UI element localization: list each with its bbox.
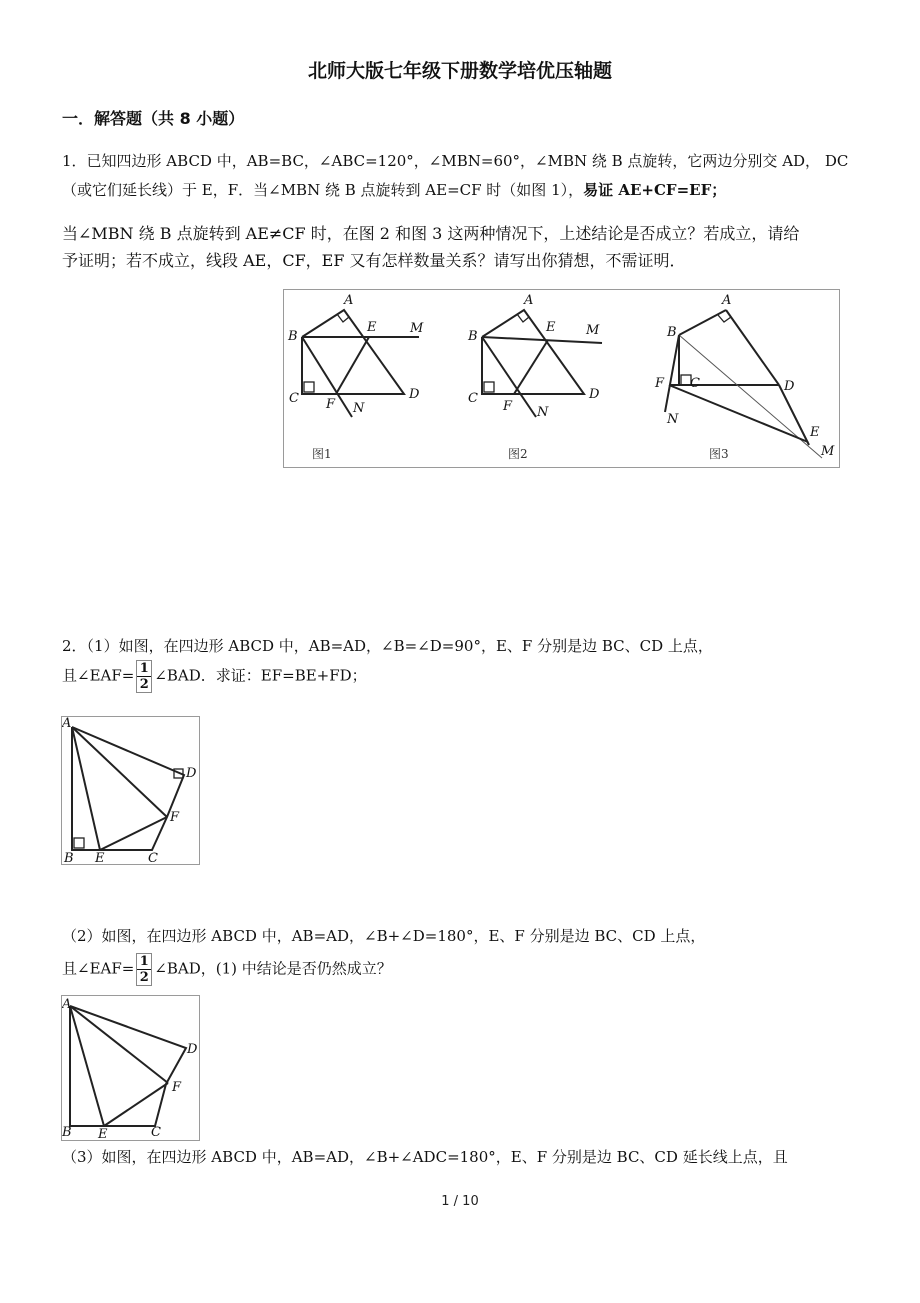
fig5-label-c: C — [151, 1125, 161, 1140]
fig3-side-ba — [679, 310, 726, 335]
fig5-label-a: A — [62, 997, 72, 1012]
fig1-label-b: B — [288, 329, 298, 344]
fig1-label-d: D — [409, 387, 420, 402]
fig1-quad — [302, 310, 404, 394]
fig2-label-c: C — [468, 391, 478, 406]
fig3-right-angle-a — [718, 315, 731, 322]
fig5-label-d: D — [187, 1042, 198, 1057]
problem2-part3-line1: （3）如图，在四边形 ABCD 中，AB=AD，∠B+∠ADC=180°，E、F 分别是边 BC、CD 延长线上点，且 — [62, 1148, 788, 1166]
fig5-segment-ef — [104, 1083, 168, 1126]
fraction-denominator: 2 — [139, 677, 149, 692]
problem2-part1-figure — [61, 716, 200, 865]
problem2-part1-line1: 2．（1）如图，在四边形 ABCD 中，AB=AD，∠B=∠D=90°，E、F 分别是边 BC、CD 上点， — [62, 637, 713, 655]
fig2-label-n: N — [537, 405, 549, 420]
problem2-part2-line2 — [62, 953, 392, 986]
fig3-label-n: N — [667, 412, 679, 427]
fig3-label-a: A — [722, 293, 732, 308]
fraction-denominator: 2 — [139, 970, 149, 985]
problem2-part1-figure-svg — [62, 717, 199, 864]
fig4-label-b: B — [64, 851, 74, 864]
fig2-segment-ef — [514, 340, 548, 394]
fig1-right-angle-c — [304, 382, 314, 392]
fig1-label-m: M — [410, 321, 424, 336]
problem1-line3: 当∠MBN 绕 B 点旋转到 AE≠CF 时，在图 2 和图 3 这两种情况下，上述结论是否成立？若成立，请给 — [62, 224, 800, 243]
fig4-label-d: D — [186, 766, 197, 781]
fig3-label-d: D — [784, 379, 795, 394]
fig2-label-d: D — [589, 387, 600, 402]
problem1-line2 — [62, 180, 726, 200]
problem2-part2-line1: （2）如图，在四边形 ABCD 中，AB=AD，∠B+∠D=180°，E、F 分别是边 BC、CD 上点， — [62, 927, 706, 945]
fig3-label-f: F — [655, 376, 665, 391]
problem2-part2-figure — [61, 995, 200, 1141]
fig3-side-ad — [726, 310, 779, 385]
fig4-segment-ef — [100, 817, 167, 850]
fig2-label-m: M — [586, 323, 600, 338]
problem2-part1-line2 — [62, 660, 367, 693]
fig3-ray-bn — [665, 335, 679, 412]
fig3-label-e: E — [810, 425, 820, 440]
fig3-label-m: M — [821, 444, 835, 459]
problem1-figures — [283, 289, 840, 468]
fig5-segment-af — [70, 1006, 168, 1083]
fig3-caption: 图3 — [709, 447, 729, 461]
fig1-label-e: E — [367, 320, 377, 335]
fig1-label-c: C — [289, 391, 299, 406]
fig1-label-n: N — [353, 401, 365, 416]
fig1-segment-ef — [336, 337, 369, 394]
fig2-label-b: B — [468, 329, 478, 344]
fraction-numerator: 1 — [137, 661, 151, 677]
problem2-part2-line2-post: ∠BAD，(1) 中结论是否仍然成立？ — [154, 959, 392, 978]
problem1-figures-svg — [284, 290, 839, 467]
fig4-label-a: A — [62, 717, 72, 731]
fig2-right-angle-c — [484, 382, 494, 392]
fig5-label-b: B — [62, 1125, 72, 1140]
fig1-label-a: A — [344, 293, 354, 308]
page-number: 1 / 10 — [441, 1194, 479, 1209]
fig4-segment-ae — [72, 727, 100, 850]
fig1-label-f: F — [326, 397, 336, 412]
fig4-label-f: F — [170, 810, 180, 825]
fig2-ray-bm — [482, 337, 602, 343]
fig4-right-angle-b — [74, 838, 84, 848]
fig4-quad — [72, 727, 184, 850]
fig3-label-b: B — [667, 325, 677, 340]
document-title: 北师大版七年级下册数学培优压轴题 — [307, 60, 612, 82]
problem2-part1-line2-pre: 且∠EAF= — [62, 666, 135, 685]
fig2-quad — [482, 310, 584, 394]
problem2-part2-line2-pre: 且∠EAF= — [62, 959, 135, 978]
fig1-caption: 图1 — [312, 447, 332, 461]
fig2-label-a: A — [524, 293, 534, 308]
problem1-line2-conclusion: 易证 AE+CF=EF； — [583, 181, 727, 199]
fig3-label-c: C — [690, 376, 700, 391]
problem2-part2-figure-svg — [62, 996, 199, 1140]
problem1-line1: 1．已知四边形 ABCD 中，AB=BC，∠ABC=120°，∠MBN=60°，∠MBN 绕 B 点旋转，它两边分别交 AD， DC — [62, 152, 849, 170]
fig4-label-c: C — [148, 851, 158, 864]
fig2-caption: 图2 — [508, 447, 528, 461]
fig5-segment-ae — [70, 1006, 104, 1126]
fig2-label-e: E — [546, 320, 556, 335]
fraction-one-half — [136, 660, 152, 693]
fig4-label-e: E — [95, 851, 105, 864]
problem2-part1-line2-post: ∠BAD．求证：EF=BE+FD； — [154, 666, 367, 685]
problem1-line4: 予证明；若不成立，线段 AE，CF，EF 又有怎样数量关系？请写出你猜想，不需证明． — [62, 251, 686, 270]
fraction-numerator: 1 — [137, 954, 151, 970]
fig5-label-f: F — [172, 1080, 182, 1095]
fig2-label-f: F — [503, 399, 513, 414]
fig4-segment-af — [72, 727, 167, 817]
section-heading: 一．解答题（共 8 小题） — [62, 109, 245, 128]
problem1-line2-text: （或它们延长线）于 E，F．当∠MBN 绕 B 点旋转到 AE=CF 时（如图 1）， — [62, 181, 584, 199]
fraction-one-half — [136, 953, 152, 986]
fig5-label-e: E — [98, 1127, 108, 1140]
